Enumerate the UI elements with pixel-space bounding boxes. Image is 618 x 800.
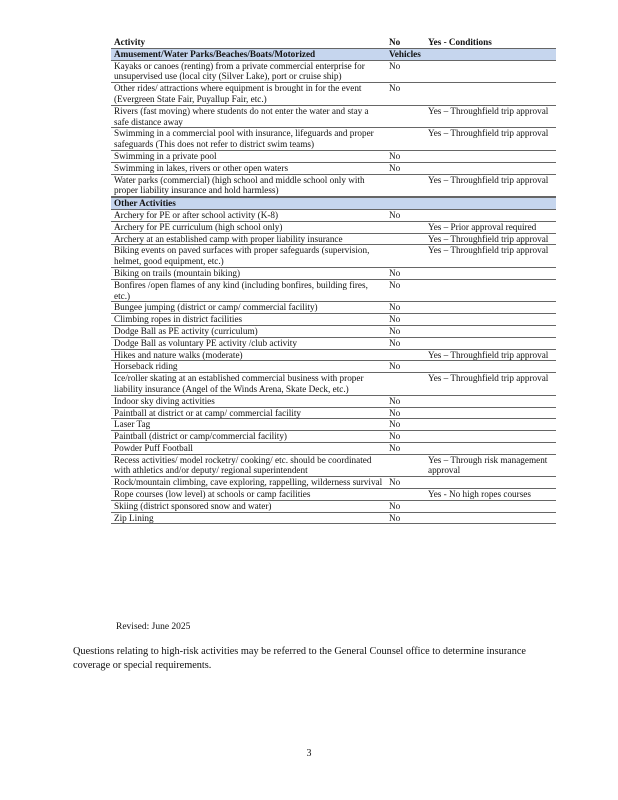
no-cell [387,245,425,267]
activity-cell: Rock/mountain climbing, cave exploring, rappelling, wilderness survival [114,477,383,488]
no-cell: No [389,512,401,523]
no-cell: No [389,361,401,372]
activity-cell: Skiing (district sponsored snow and water) [114,500,272,511]
table-row [111,61,556,84]
table-row [111,477,556,489]
table-row [111,431,556,443]
table-row [111,151,556,163]
no-cell: No [389,407,401,418]
table-row [111,513,556,525]
no-cell: No [389,477,401,488]
conditions-cell [425,314,556,325]
table-row [111,280,556,303]
table-row [111,268,556,280]
activity-cell: Other Activities [114,198,176,209]
conditions-cell [425,396,556,407]
activity-cell: Swimming in a private pool [114,150,217,161]
activity-cell: Amusement/Water Parks/Beaches/Boats/Motorized [114,48,316,59]
conditions-cell [425,61,556,83]
activity-cell: Dodge Ball as PE activity (curriculum) [114,325,258,336]
conditions-cell [425,408,556,419]
table-row [111,302,556,314]
activity-cell: Climbing ropes in district facilities [114,314,243,325]
no-cell: No [389,60,401,71]
table-row [111,163,556,175]
table-row [111,408,556,420]
conditions-cell [425,431,556,442]
activity-cell: Paintball at district or at camp/ commercial facility [114,407,302,418]
conditions-cell [425,501,556,512]
activity-cell: Ice/roller skating at an established commercial business with proper liability insurance (Angel of the Winds Arena, Skate Deck, etc.) [114,373,364,394]
table-row [111,222,556,234]
conditions-cell: Yes – Throughfield trip approval [428,105,549,116]
section-header-row [111,197,556,210]
table-row [111,455,556,478]
no-cell: No [389,431,401,442]
footer-note: Questions relating to high-risk activities may be referred to the General Counsel office to determine insurance coverage or special requirements. [73,646,527,671]
conditions-cell [425,338,556,349]
conditions-cell [425,513,556,524]
activity-cell: Indoor sky diving activities [114,395,215,406]
activity-cell: Bonfires /open flames of any kind (including bonfires, building fires, etc.) [114,279,368,301]
activity-cell: Archery for PE curriculum (high school only) [114,221,283,232]
revised-date: Revised: June 2025 [116,622,191,632]
no-cell: No [389,500,401,511]
activity-cell: Powder Puff Football [114,442,193,453]
conditions-cell: Yes – Throughfield trip approval [428,373,549,384]
activity-cell: Swimming in a commercial pool with insurance, lifeguards and proper safeguards (This does not refer to district swim teams) [114,128,374,150]
conditions-cell [425,326,556,337]
table-row [111,210,556,222]
conditions-cell [425,361,556,372]
table-row [111,245,556,268]
conditions-cell [425,443,556,454]
table-row [111,443,556,455]
conditions-cell: Yes – Throughfield trip approval [428,233,549,244]
no-cell [387,175,425,197]
no-cell: No [389,314,401,325]
table-row [111,373,556,396]
table-header-row [111,37,556,48]
no-cell: No [389,302,401,313]
section-header-row [111,48,556,61]
activity-cell: Dodge Ball as voluntary PE activity /club activity [114,337,297,348]
conditions-cell [425,280,556,302]
activity-cell: Rivers (fast moving) where students do not enter the water and stay a safe distance away [114,105,369,127]
activity-cell: Recess activities/ model rocketry/ cooking/ etc. should be coordinated with athletics and/or deputy/ regional superintendent [114,454,372,476]
table-row [111,489,556,501]
conditions-cell [425,151,556,162]
activity-cell: Zip Lining [114,512,154,523]
activity-cell: Biking on trails (mountain biking) [114,267,241,278]
table-row [111,128,556,151]
no-cell: No [389,419,401,430]
conditions-cell [425,163,556,174]
table-row [111,361,556,373]
conditions-cell [425,302,556,313]
conditions-cell: Yes – Prior approval required [428,221,537,232]
conditions-cell [425,49,556,60]
no-cell [387,373,425,395]
no-cell: No [389,395,401,406]
page-number: 3 [306,748,312,759]
no-cell: No [389,209,401,220]
activity-cell: Swimming in lakes, rivers or other open waters [114,162,289,173]
no-cell: No [389,279,401,290]
table-row [111,234,556,246]
conditions-cell [425,83,556,105]
conditions-cell [425,210,556,221]
no-cell [387,489,425,500]
activity-cell: Water parks (commercial) (high school and middle school only with proper liability insurance and hold harmless) [114,174,365,196]
no-cell: No [389,267,401,278]
activity-cell: Laser Tag [114,419,151,430]
no-cell: No [389,83,401,94]
conditions-cell: Yes – Throughfield trip approval [428,128,549,139]
conditions-cell [425,477,556,488]
table-row [111,501,556,513]
conditions-cell: Yes – Through risk management approval [428,454,548,476]
no-cell: No [389,162,401,173]
table-row [111,314,556,326]
activity-cell: Archery for PE or after school activity (K-8) [114,209,279,220]
no-cell [387,128,425,150]
header-activity: Activity [114,37,146,47]
conditions-cell [425,198,556,209]
table-body [111,48,556,525]
conditions-cell [425,419,556,430]
table-row [111,350,556,362]
table-row [111,419,556,431]
no-cell: No [389,150,401,161]
conditions-cell [425,268,556,279]
header-no: No [389,37,401,47]
conditions-cell: Yes – Throughfield trip approval [428,349,549,360]
conditions-cell: Yes - No high ropes courses [428,489,531,500]
table-row [111,175,556,198]
table-row [111,396,556,408]
table-row [111,326,556,338]
activity-cell: Hikes and nature walks (moderate) [114,349,243,360]
table-row [111,83,556,106]
no-cell [387,198,425,209]
no-cell: No [389,337,401,348]
activities-table [111,37,556,524]
activity-cell: Rope courses (low level) at schools or camp facilities [114,489,311,500]
no-cell: Vehicles [389,48,421,59]
header-conditions: Yes - Conditions [428,37,492,47]
no-cell: No [389,442,401,453]
table-row [111,106,556,129]
table-row [111,338,556,350]
no-cell [387,106,425,128]
conditions-cell: Yes – Throughfield trip approval [428,174,549,185]
activity-cell: Biking events on paved surfaces with proper safeguards (supervision, helmet, good equipment, etc.) [114,245,370,267]
no-cell [387,222,425,233]
no-cell: No [389,325,401,336]
no-cell [387,455,425,477]
activity-cell: Paintball (district or camp/commercial facility) [114,431,287,442]
conditions-cell: Yes – Throughfield trip approval [428,245,549,256]
no-cell [387,234,425,245]
no-cell [387,350,425,361]
activity-cell: Bungee jumping (district or camp/ commercial facility) [114,302,318,313]
activity-cell: Archery at an established camp with proper liability insurance [114,233,343,244]
activity-cell: Other rides/ attractions where equipment is brought in for the event (Evergreen State Fair, Puyallup Fair, etc.) [114,83,362,104]
activity-cell: Horseback riding [114,361,178,372]
activity-cell: Kayaks or canoes (renting) from a private commercial enterprise for unsupervised use (local city (Silver Lake), port or cruise ship) [114,60,365,82]
